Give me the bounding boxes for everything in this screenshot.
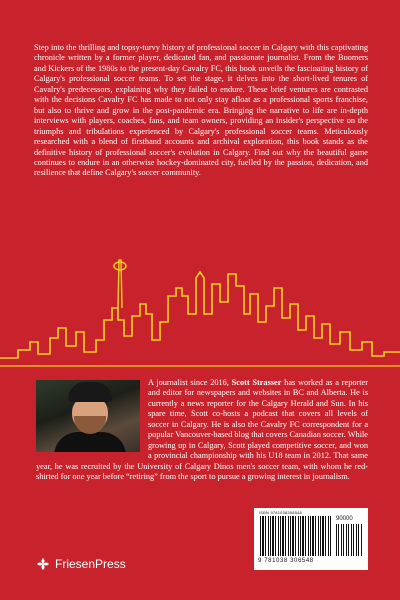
author-name: Scott Strasser — [231, 378, 282, 387]
author-bio — [36, 378, 368, 483]
calgary-skyline-illustration — [0, 258, 400, 378]
bio-intro: A journalist since 2016, — [148, 378, 232, 387]
publisher-name: FriesenPress — [55, 557, 126, 571]
isbn-barcode — [254, 508, 368, 570]
friesenpress-leaf-icon — [36, 557, 50, 571]
barcode-number: 9 781038 306548 — [258, 558, 314, 564]
publisher-logo — [36, 557, 126, 571]
price-barcode-bars — [336, 524, 362, 556]
price-code: 90000 — [336, 516, 353, 522]
bio-text: has worked as a reporter and editor for newspapers and websites in BC and Alberta. He is currently a news reporter for the Calgary Herald and Sun. In his spare time, Scott co-hosts a podcast that covers all levels of soccer in Calgary. He is also the Cavalry FC correspondent for a popular Vancouver-based blog that covers Canadian soccer. While growing up in Calgary, Scott played competitive soccer, and won a provincial championship with his U18 team in 2012. That same year, he was recruited by the University of Calgary Dinos men's soccer team, with whom he red-shirted for one year before “retiring” from the sport to pursue a growing interest in journalism. — [36, 378, 368, 482]
barcode-bars — [260, 516, 332, 556]
back-cover-blurb: Step into the thrilling and topsy-turvy history of professional soccer in Calgary with this captivating chronicle written by a former player, dedicated fan, and passionate journalist. From the Boomers and Kickers of the 1980s to the present-day Cavalry FC, this book unveils the fascinating history of Calgary's professional soccer teams. To set the stage, it delves into the short-lived tenures of Cavalry's predecessors, explaining why they failed to endure. These brief ventures are contrasted with the decisions Cavalry FC has made to not only stay afloat as a professional sports franchise, but also to thrive and grow in the post-pandemic era. Bringing the narrative to life are in-depth interviews with players, coaches, fans, and team owners, providing an insider's perspective on the triumphs and tribulations experienced by Calgary's professional soccer teams. Meticulously researched with a blend of firsthand accounts and archival exploration, this book stands as the definitive history of professional soccer's evolution in Calgary. Find out why the beautiful game continues to endure in an otherwise hockey-dominated city, fuelled by the passion, dedication, and resilience that define Calgary's soccer community. — [34, 43, 368, 178]
isbn-label: ISBN 9781038306548 — [259, 510, 302, 515]
